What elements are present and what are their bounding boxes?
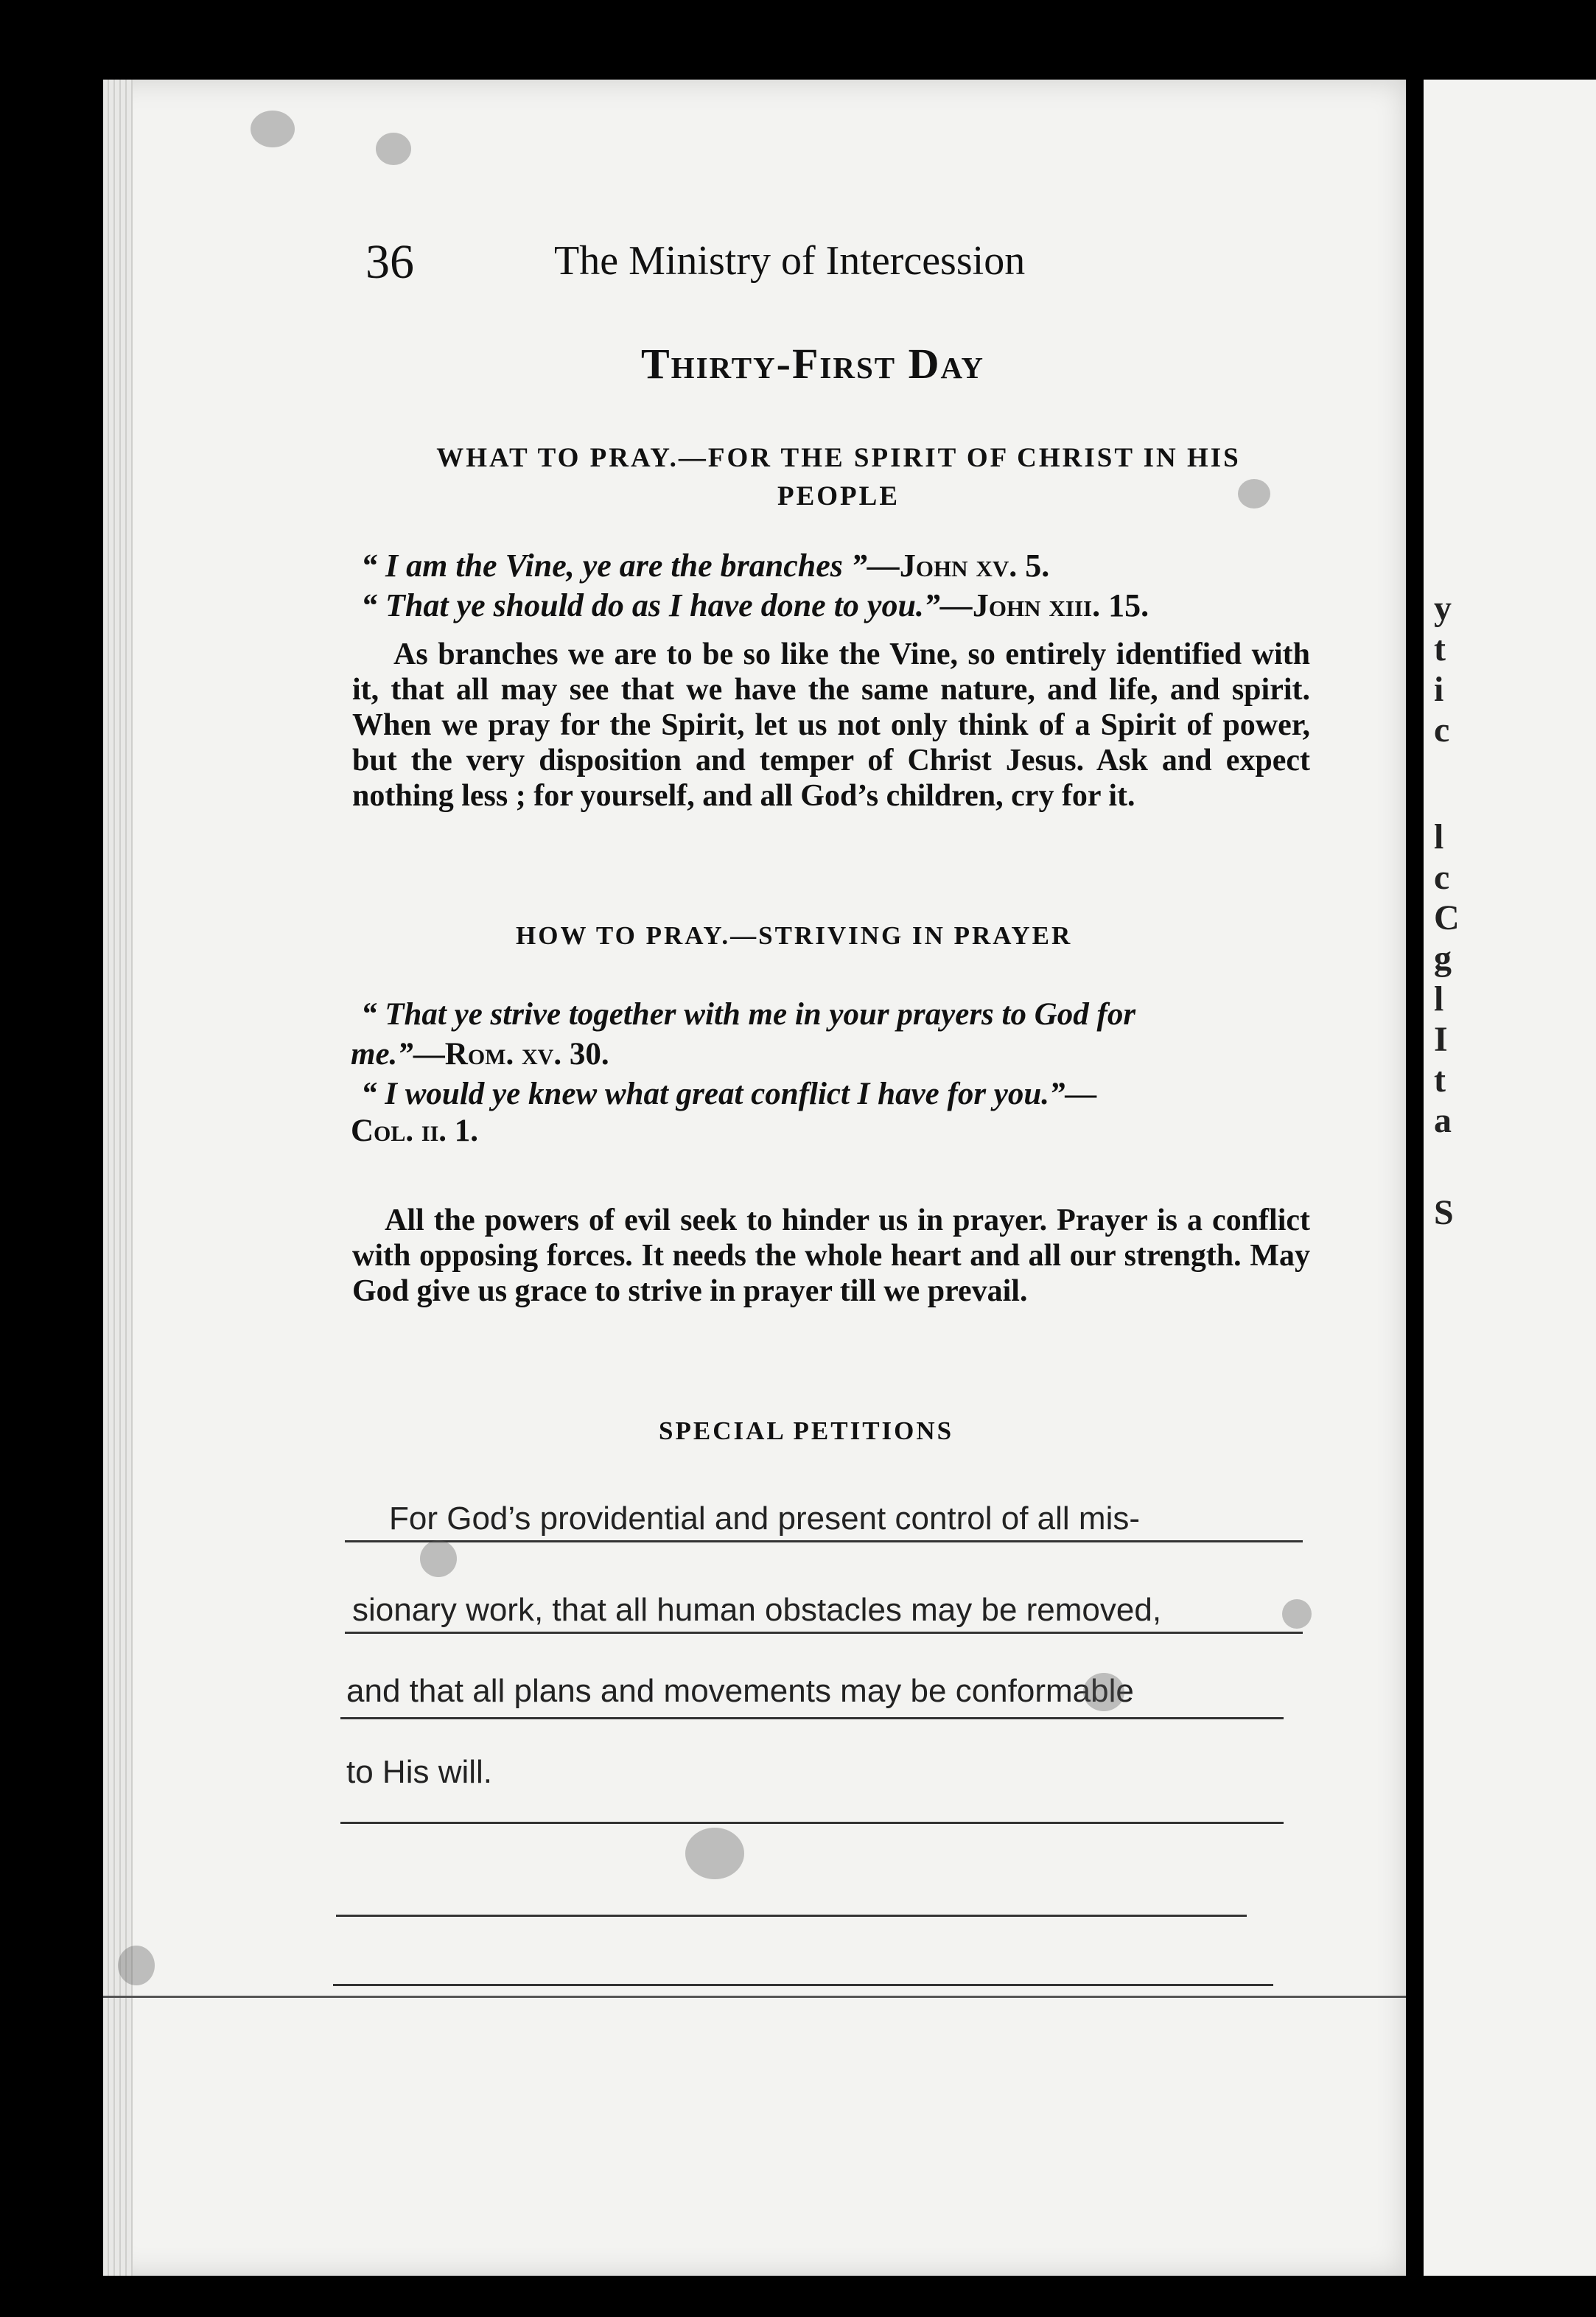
running-head: The Ministry of Intercession xyxy=(554,238,1026,284)
fragment-char: S xyxy=(1434,1193,1454,1232)
scripture-quote xyxy=(361,1076,1097,1112)
how-to-pray-heading: HOW TO PRAY.—STRIVING IN PRAYER xyxy=(516,921,1073,950)
writing-line xyxy=(345,1540,1303,1542)
day-title: Thirty-First Day xyxy=(641,340,984,388)
scripture-quote xyxy=(361,587,1149,624)
paper-stain xyxy=(1083,1673,1124,1711)
scripture-quote xyxy=(361,547,1049,584)
writing-line xyxy=(345,1632,1303,1634)
heading-line: WHAT TO PRAY.—FOR THE SPIRIT OF CHRIST IN HIS xyxy=(436,443,1241,473)
what-to-pray-paragraph: As branches we are to be so like the Vine, so entirely identified with it, that all may see that we have the same nature, and life, and spirit. When we pray for the Spirit, let us not only think of a Spirit of power, but the very disposition and temper of Christ Jesus. Ask and expect nothing less ; for yourself, and all God’s children, cry for it. xyxy=(352,637,1310,813)
fragment-char: t xyxy=(1434,1060,1446,1100)
paper-stain xyxy=(376,133,411,165)
how-to-pray-paragraph: All the powers of evil seek to hinder us in prayer. Prayer is a conflict with opposing forces. It needs the whole heart and all our strength. May God give us grace to strive in prayer till we prevail. xyxy=(352,1203,1310,1308)
petition-line: and that all plans and movements may be conformable xyxy=(346,1673,1134,1709)
quote-text: “ That ye strive together with me in your prayers to God for xyxy=(361,997,1136,1032)
writing-line xyxy=(340,1717,1284,1719)
scripture-quote-continuation xyxy=(351,1113,478,1149)
fragment-char: c xyxy=(1434,710,1450,749)
paper-stain xyxy=(685,1828,744,1879)
paper-stain xyxy=(118,1946,155,1985)
paper-stain xyxy=(251,111,295,147)
fragment-char: C xyxy=(1434,898,1460,937)
quote-text: “ I would ye knew what great conflict I have for you.”— xyxy=(361,1077,1097,1111)
fragment-char: g xyxy=(1434,939,1452,978)
fragment-char: y xyxy=(1434,589,1452,628)
paper-stain xyxy=(1282,1599,1312,1629)
fragment-char: t xyxy=(1434,629,1446,668)
fragment-char: i xyxy=(1434,670,1444,709)
paper-stain xyxy=(1238,479,1270,509)
fragment-char: I xyxy=(1434,1020,1448,1059)
scripture-quote-continuation xyxy=(351,1036,609,1072)
quote-reference: John xiii. 15. xyxy=(972,587,1149,623)
fragment-char: l xyxy=(1434,817,1444,856)
writing-line xyxy=(340,1822,1284,1824)
what-to-pray-heading xyxy=(363,439,1315,516)
petition-line: For God’s providential and present control of all mis- xyxy=(389,1500,1141,1537)
scripture-quote xyxy=(361,996,1135,1032)
fragment-char: c xyxy=(1434,858,1450,897)
fragment-char: a xyxy=(1434,1101,1452,1140)
writing-line xyxy=(333,1984,1273,1986)
page-number: 36 xyxy=(365,235,414,289)
petition-line: sionary work, that all human obstacles may be removed, xyxy=(352,1592,1162,1628)
fragment-char: l xyxy=(1434,979,1444,1018)
writing-line xyxy=(336,1915,1247,1917)
quote-text: me.” xyxy=(351,1037,413,1072)
quote-reference: —Rom. xv. 30. xyxy=(413,1037,609,1072)
petition-line: to His will. xyxy=(346,1754,493,1790)
paper-stain xyxy=(420,1540,457,1577)
quote-reference: Col. ii. 1. xyxy=(351,1114,478,1148)
quote-text: “ That ye should do as I have done to you.”— xyxy=(361,587,973,623)
heading-line: PEOPLE xyxy=(777,481,900,511)
quote-reference: John xv. 5. xyxy=(899,548,1050,584)
special-petitions-heading: SPECIAL PETITIONS xyxy=(659,1416,954,1445)
quote-text: “ I am the Vine, ye are the branches ”— xyxy=(361,548,900,584)
